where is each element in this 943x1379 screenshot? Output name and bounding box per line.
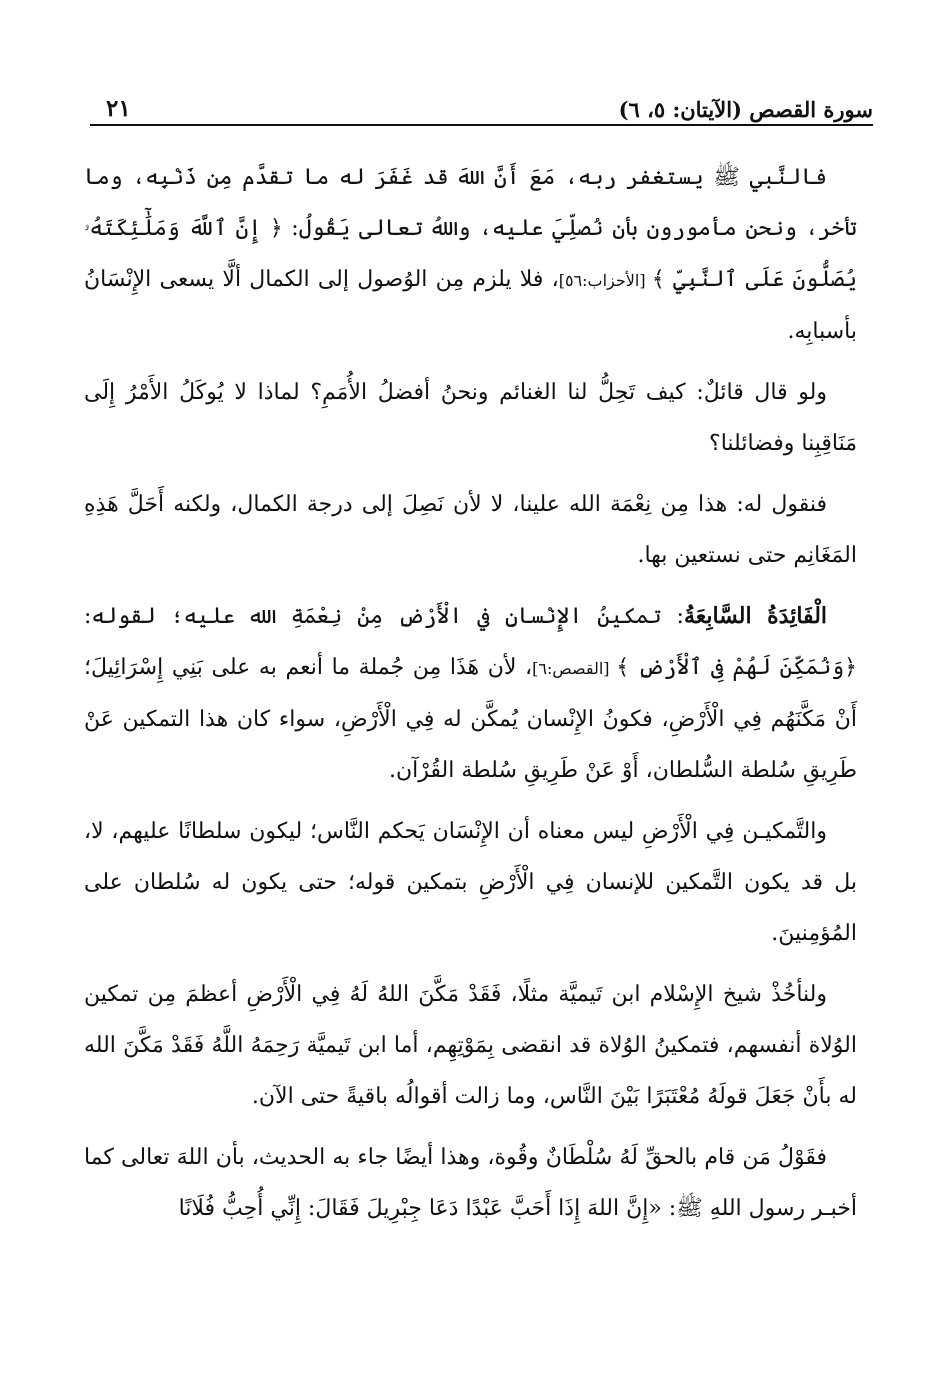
seventh-benefit-heading: الْفَائِدَةُ السَّابِعَةُ (683, 603, 828, 629)
paragraph-3: فنقول له: هذا مِن نِعْمَة الله علينا، لا لأن نَصِلَ إلى درجة الكمال، ولكنه أَحَلَّ هَذِهِ المَغَانِم حتى نستعين بها. (84, 492, 857, 568)
verse-reference-al-ahzab: [الأحزاب:٥٦] (558, 271, 652, 290)
page-header (92, 86, 873, 122)
header-rule (90, 124, 873, 126)
paragraph-2: ولو قال قائلٌ: كيف تَحِلُّ لنا الغنائم ونحنُ أفضلُ الأُمَمِ؟ لماذا لا يُوكَلُ الأَمْرُ إِلَى مَنَاقِبِنا وفضائلنا؟ (84, 380, 857, 456)
paragraph-5: والتَّمكيـن فِي الْأَرْضِ ليس معناه أن الإِنْسَان يَحكم النَّاس؛ ليكون سلطانًا عليهم، لا، بل قد يكون التَّمكين للإنسان فِي الْأَرْضِ بتمكين قوله؛ حتى يكون له سُلطان على المُؤمِنينَ. (84, 819, 857, 946)
paragraph-4 (84, 591, 857, 796)
page-number: ٢١ (106, 95, 131, 122)
paragraph-7: فقَوْلُ مَن قام بالحقِّ لَهُ سُلْطَانٌ وقُوة، وهذا أيضًا جاء به الحديث، بأن اللهَ تعالى كما أخبـر رسول اللهِ ﷺ: «إِنَّ اللهَ إِذَا أَحَبَّ عَبْدًا دَعَا جِبْرِيلَ فَقَالَ: إِنِّي أُحِبُّ فُلَانًا (84, 1145, 857, 1221)
quran-verse-al-ahzab: ﴿ إِنَّ ٱللَّهَ وَمَلَٰٓئِكَتَهُۥ يُصَلُّونَ عَلَى ٱلنَّبِيِّ ﴾ (84, 216, 857, 292)
paragraph-6: ولنأخُذْ شيخ الإِسْلام ابن تَيميَّة مثلًا، فَقَدْ مَكَّنَ اللهُ لَهُ فِي الْأَرْضِ أعظمَ مِن تمكين الوُلاة أنفسهم، فتمكينُ الوُلاة قد انقضى بِمَوْتِهِم، أما ابن تَيميَّة رَحِمَهُ اللَّهُ فَقَدْ مَكَّنَ الله له بأَنْ جَعَلَ قولَهُ مُعْتَبَرًا بَيْنَ النَّاس، وما زالت أقوالُه باقيةً حتى الآن. (84, 982, 857, 1109)
paragraph-1-text-b: ، فلا يلزم مِن الوُصول إلى الكمال ألَّا يسعى الإِنْسَانُ بأسبابِه. (84, 267, 857, 344)
paragraph-4-text-b: ، لأن هَذَا مِن جُملة ما أنعم به على بَنِي إِسْرَائِيلَ؛ أَنْ مَكَّنَهُم فِي الْأَرْضِ، فكونُ الإِنْسان يُمكَّن له فِي الْأَرْضِ، سواء كان هذا التمكين عَنْ طَرِيقِ سُلطة السُّلطان، أَوْ عَنْ طَرِيقِ سُلطة القُرْآن. (84, 655, 857, 783)
running-head: سورة القصص (الآيتان: ٥، ٦) (618, 97, 873, 122)
paragraph-4-text-a: : تمكينُ الإِنْسانِ في الْأَرْضِ مِنْ نِعْمَةِ الله عليه؛ لقوله: (84, 604, 684, 629)
paragraph-1 (84, 152, 857, 357)
body-text (84, 152, 857, 1244)
paragraph-1-text-a: فالنَّبي ﷺ يستغفر ربه، مَعَ أَنَّ اللهَ قد غَفَرَ له ما تقدَّم مِن ذَنْبِه، وما تأخر، ونحن مأمورون بأن نُصلِّيَ عليه، واللهُ تعالى يَقُولُ: (84, 165, 857, 241)
verse-reference-al-qasas: [القصص:٦] (532, 659, 617, 678)
quran-verse-al-qasas: ﴿وَنُمَكِّنَ لَهُمْ فِى ٱلْأَرْضِ ﴾ (616, 655, 858, 680)
